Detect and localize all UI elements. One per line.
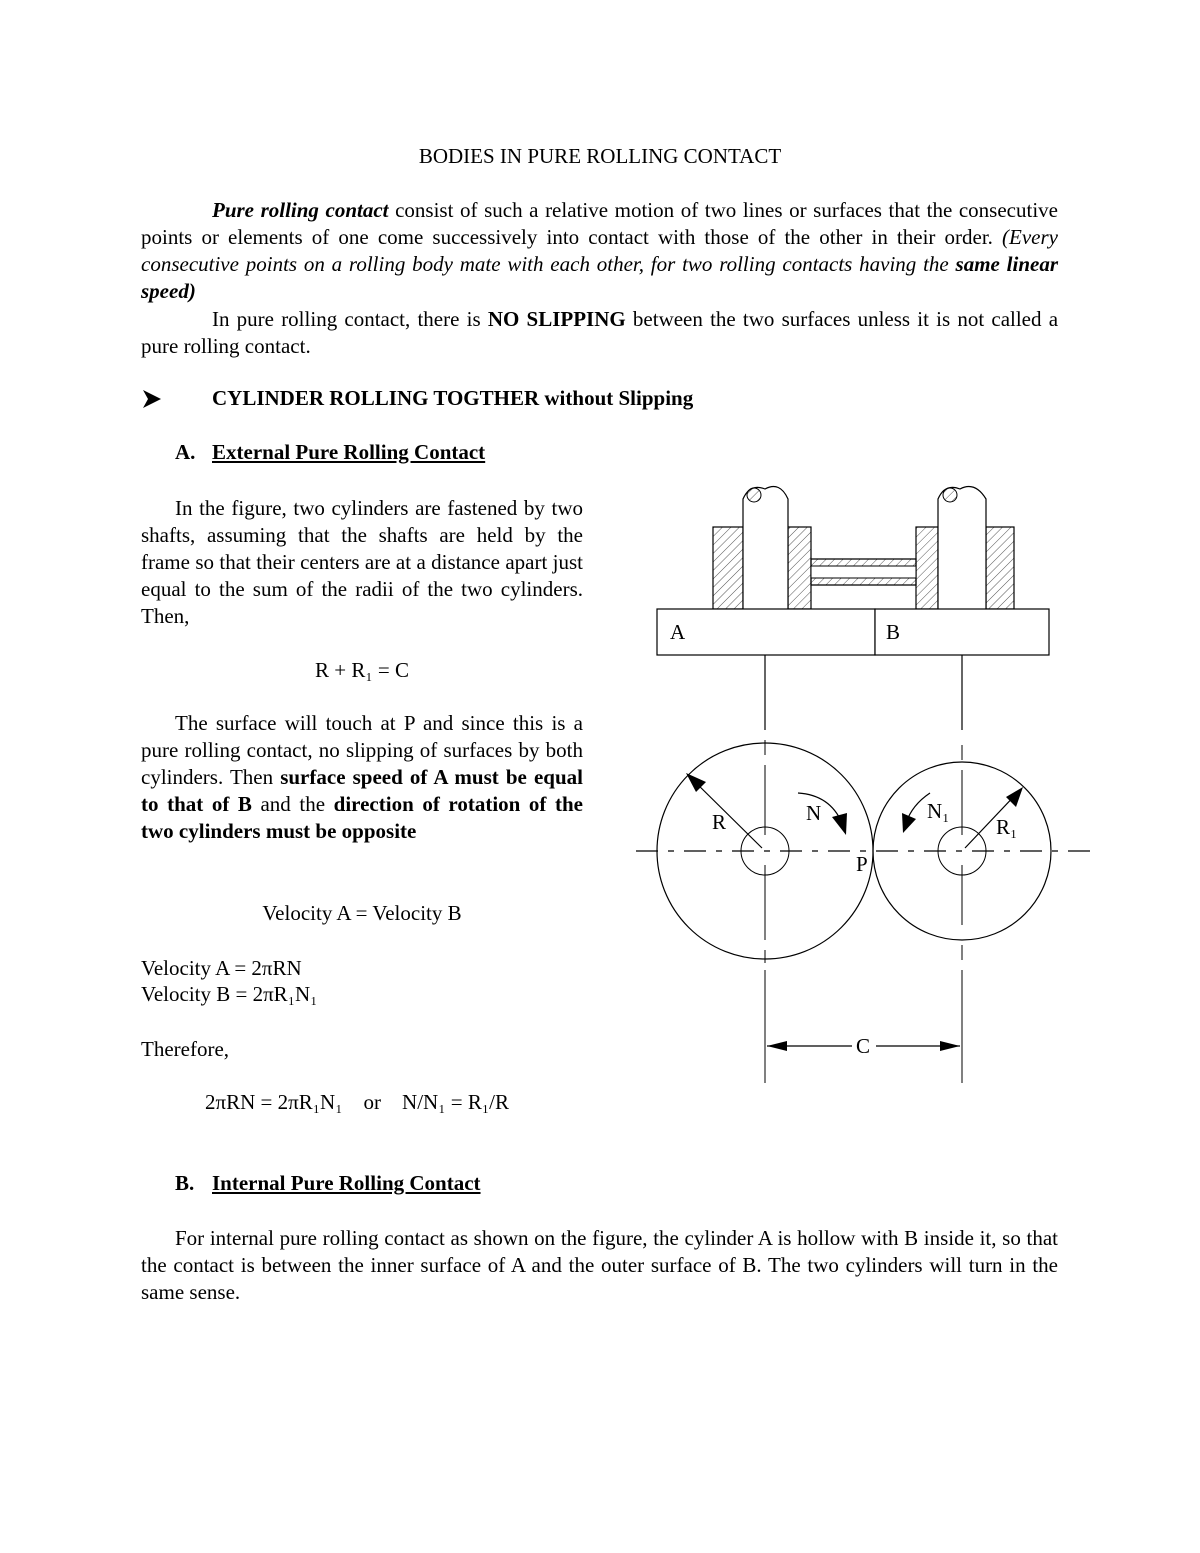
label-c: C	[856, 1034, 871, 1058]
p2-bold-2: direction of rotation of the two cylinders must be opposite	[141, 792, 583, 843]
intro-text: consist of such a relative motion of two lines or surfaces that the consecutive points or elements of one come successively into contact with those of the other in their order.	[141, 198, 1058, 249]
equation-r-sum: R + R₁ = C	[314, 658, 410, 682]
rotation-a-arrowhead-icon	[832, 813, 847, 835]
p2-and: and the	[251, 792, 334, 816]
frame-block-left-inner	[788, 527, 811, 609]
section-a-paragraph-1: In the figure, two cylinders are fastened by two shafts, assuming that the shafts are held by the frame so that their centers are at a distance apart just equal to the sum of the radii of the two cylinders. Then,	[141, 496, 583, 628]
label-p: P	[856, 852, 868, 876]
label-a: A	[670, 620, 686, 644]
intro-italic-note: (Every consecutive points on a rolling body mate with each other, for two rolling contacts having the	[141, 225, 1058, 276]
frame-block-right-outer	[986, 527, 1014, 609]
shaft-a-end	[747, 488, 761, 502]
section-a-letter: A.	[175, 440, 196, 464]
therefore-text: Therefore,	[141, 1037, 230, 1061]
intro-italic-bold: same linear speed)	[141, 252, 1059, 303]
page-title: BODIES IN PURE ROLLING CONTACT	[418, 144, 782, 168]
bullet-caps: CYLINDER ROLLING TOGTHER	[212, 386, 540, 410]
equation-final: 2πRN = 2πR₁N₁ or N/N₁ = R₁/R	[205, 1090, 510, 1114]
bullet-heading	[212, 386, 693, 411]
base-box-a	[657, 609, 875, 655]
arrowhead-bullet-icon	[141, 388, 163, 416]
bullet-rest: without Slipping	[539, 386, 694, 410]
frame-block-left-outer	[713, 527, 743, 609]
shaft-b	[938, 487, 986, 609]
equation-velocity-b: Velocity B = 2πR₁N₁	[141, 982, 318, 1006]
radius-b-arrowhead-icon	[1006, 787, 1023, 807]
label-b: B	[886, 620, 901, 644]
base-box-b	[875, 609, 1049, 655]
label-n1: N₁	[927, 799, 950, 823]
intro-paragraph	[141, 197, 1058, 305]
label-n: N	[806, 801, 822, 825]
shaft-a	[743, 487, 788, 609]
dimension-left-arrowhead-icon	[767, 1041, 787, 1051]
section-a-heading: External Pure Rolling Contact	[212, 440, 486, 464]
dimension-right-arrowhead-icon	[940, 1041, 960, 1051]
section-a-paragraph-2	[141, 710, 583, 845]
p2-text-b: between the two surfaces unless it is not called a pure rolling contact.	[141, 307, 1059, 358]
section-b-heading: Internal Pure Rolling Contact	[212, 1171, 481, 1195]
section-b-paragraph: For internal pure rolling contact as shown on the figure, the cylinder A is hollow with B inside it, so that the contact is between the inner surface of A and the outer surface of B. The two cylinders will turn in the same sense.	[141, 1226, 1058, 1304]
rotation-b-arrowhead-icon	[902, 813, 916, 833]
equation-velocity-a: Velocity A = 2πRN	[141, 956, 302, 980]
p2-bold-1: surface speed of A must be equal to that of B	[141, 765, 583, 816]
rolling-contact-figure	[630, 475, 1100, 1095]
p2-text-a: In pure rolling contact, there is	[212, 307, 488, 331]
no-slipping-bold: NO SLIPPING	[487, 307, 626, 331]
no-slipping-paragraph	[141, 306, 1058, 360]
frame-block-right-inner	[916, 527, 938, 609]
equation-velocity-equal: Velocity A = Velocity B	[262, 901, 462, 925]
p2a: The surface will touch at P and since this is a pure rolling contact, no slipping of surfaces by both cylinders. Then	[141, 711, 583, 789]
label-r1: R₁	[996, 815, 1018, 839]
shaft-b-end	[943, 488, 957, 502]
intro-term: Pure rolling contact	[212, 198, 389, 222]
frame-bridge-slot	[811, 566, 916, 578]
label-r: R	[712, 810, 727, 834]
section-b-letter: B.	[175, 1171, 195, 1195]
